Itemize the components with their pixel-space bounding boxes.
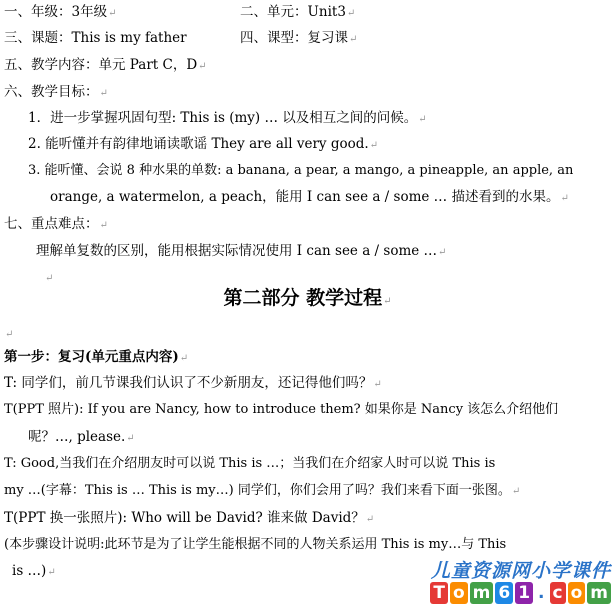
url-char: c: [550, 582, 566, 604]
url-char: m: [587, 582, 611, 604]
empty-paragraph-mark: ↵: [45, 273, 54, 284]
lesson-type-line: 四、课型：复习课↵: [240, 30, 358, 46]
step1-line-3: 呢？…, please.↵: [28, 429, 135, 445]
step1-line-2: T(PPT 照片): If you are Nancy, how to introduce them? 如果你是 Nancy 该怎么介绍他们: [4, 402, 559, 417]
unit-line: 二、单元：Unit3↵: [240, 4, 356, 20]
topic-line: 三、课题：This is my father: [4, 30, 187, 46]
objective-item-3-continued: orange, a watermelon, a peach，能用 I can see a / some … 描述看到的水果。↵: [50, 189, 569, 205]
url-char: m: [470, 582, 494, 604]
step1-line-4: T: Good,当我们在介绍朋友时可以说 This is …；当我们在介绍家人时可以说 This is: [4, 456, 496, 471]
step1-line-6: T(PPT 换一张照片): Who will be David? 谁来做 David？↵: [4, 510, 375, 526]
url-char: 1: [515, 582, 533, 604]
url-char: o: [450, 582, 468, 604]
step1-line-8: is …)↵: [12, 563, 56, 579]
objective-item-3: 3. 能听懂、会说 8 种水果的单数: a banana, a pear, a mango, a pineapple, an apple, an: [28, 163, 574, 178]
step1-line-7: (本步骤设计说明:此环节是为了让学生能根据不同的人物关系运用 This is my…与 This: [4, 537, 507, 552]
watermark-title: 儿童资源网小学课件: [430, 560, 611, 582]
objective-item-1: 1．进一步掌握巩固句型: This is (my) … 以及相互之间的问候。↵: [28, 110, 427, 126]
url-char: 6: [495, 582, 513, 604]
key-points-title: 七、重点难点：↵: [4, 216, 108, 232]
section-heading: 第二部分 教学过程↵: [223, 287, 392, 309]
step1-title: 第一步：复习(单元重点内容)↵: [4, 349, 189, 365]
empty-paragraph-mark-2: ↵: [5, 329, 14, 340]
step1-line-1: T: 同学们，前几节课我们认识了不少新朋友，还记得他们吗？↵: [4, 375, 382, 391]
url-char: o: [568, 582, 586, 604]
url-char: T: [430, 582, 448, 604]
step1-line-5: my …(字幕：This is … This is my…) 同学们，你们会用了吗？我们来看下面一张图。↵: [4, 483, 521, 498]
key-points-text: 理解单复数的区别，能用根据实际情况使用 I can see a / some …↵: [36, 243, 447, 259]
content-line: 五、教学内容：单元 Part C，D↵: [4, 57, 207, 73]
grade-line: 一、年级：3年级↵: [4, 4, 117, 20]
site-watermark: [383, 556, 611, 610]
url-char: .: [535, 582, 547, 604]
watermark-url: [430, 582, 611, 604]
objective-item-2: 2. 能听懂并有韵律地诵读歌谣 They are all very good.↵: [28, 136, 379, 152]
objectives-title: 六、教学目标：↵: [4, 84, 108, 100]
